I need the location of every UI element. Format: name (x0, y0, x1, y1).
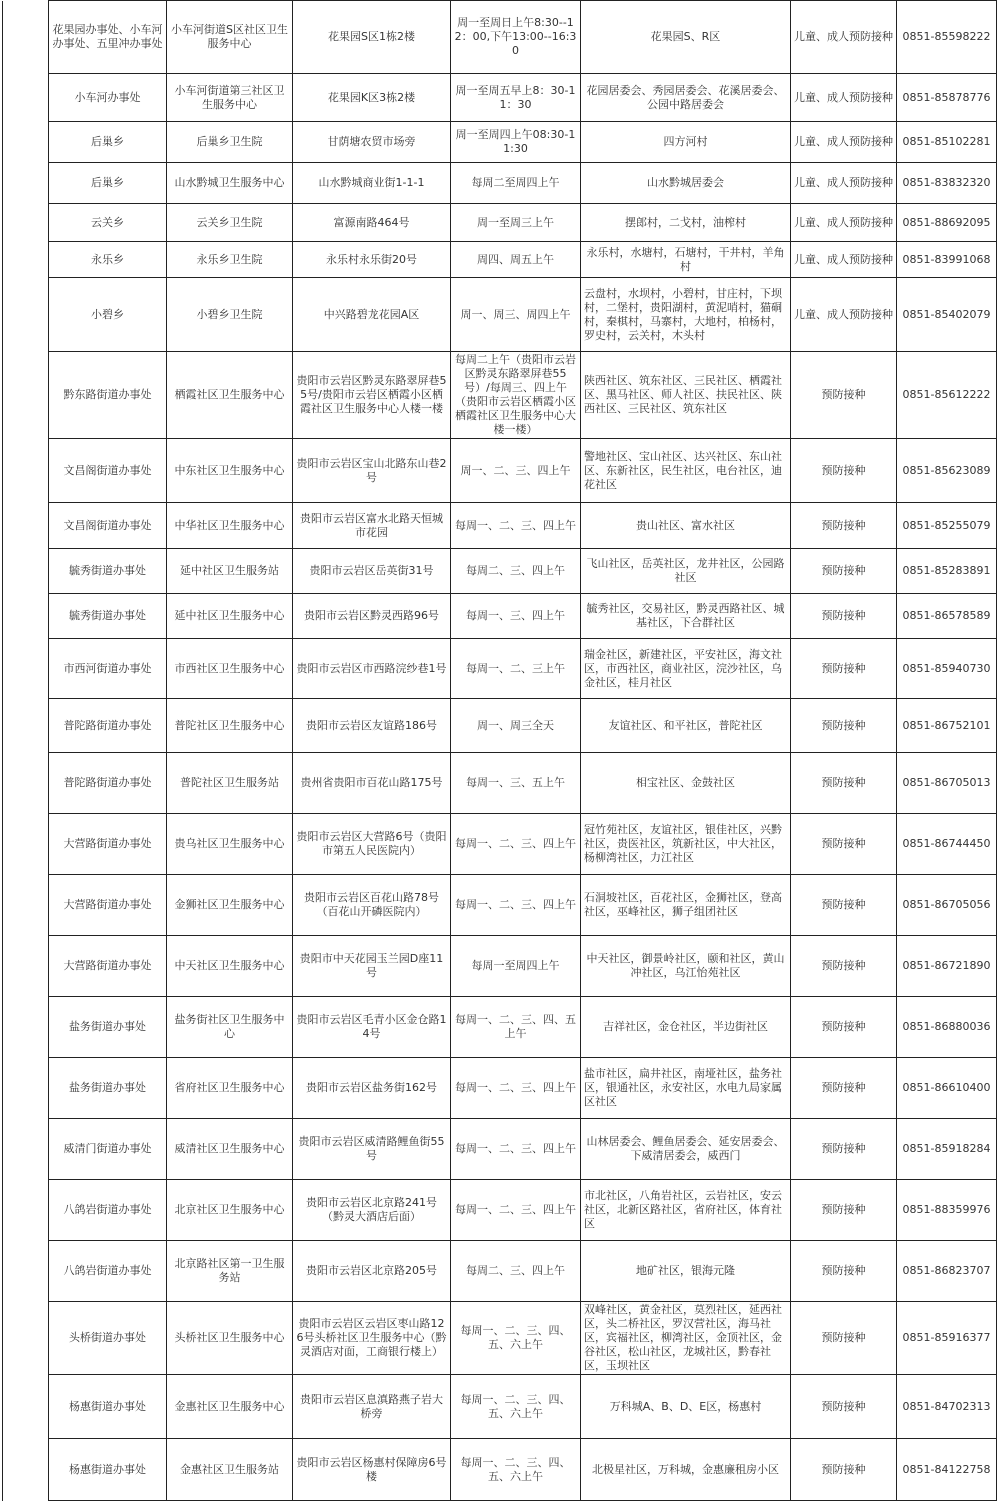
address-cell: 贵阳市云岩区市西路浣纱巷1号 (293, 639, 451, 699)
site-cell: 中天社区卫生服务中心 (167, 936, 293, 997)
site-cell: 山水黔城卫生服务中心 (167, 163, 293, 204)
site-cell: 后巢乡卫生院 (167, 122, 293, 163)
phone-cell: 0851-85102281 (897, 122, 997, 163)
phone-cell: 0851-86744450 (897, 814, 997, 875)
table-row (3, 1302, 997, 1375)
office-cell: 威清门街道办事处 (49, 1119, 167, 1180)
area-cell: 吉祥社区，金仓社区，半边街社区 (581, 997, 791, 1058)
hours-cell: 周一至周四上午08:30-11:30 (451, 122, 581, 163)
address-cell: 贵阳市云岩区富水北路天恒城市花园 (293, 503, 451, 549)
service-cell: 儿童、成人预防接种 (791, 163, 897, 204)
address-cell: 贵阳市云岩区云岩区枣山路126号头桥社区卫生服务中心（黔灵酒店对面，工商银行楼上） (293, 1302, 451, 1375)
address-cell: 贵阳市云岩区黔灵西路96号 (293, 594, 451, 639)
office-cell: 永乐乡 (49, 242, 167, 278)
hours-cell: 周四、周五上午 (451, 242, 581, 278)
service-cell: 预防接种 (791, 1302, 897, 1375)
area-cell: 冠竹苑社区，友谊社区，银佳社区，兴黔社区，贵医社区，筑新社区，中大社区，杨柳湾社区，力江社区 (581, 814, 791, 875)
service-cell: 预防接种 (791, 936, 897, 997)
site-cell: 市西社区卫生服务中心 (167, 639, 293, 699)
office-cell: 云关乡 (49, 204, 167, 242)
phone-cell: 0851-86610400 (897, 1058, 997, 1119)
phone-cell: 0851-84702313 (897, 1375, 997, 1439)
site-cell: 贵乌社区卫生服务中心 (167, 814, 293, 875)
address-cell: 永乐村永乐街20号 (293, 242, 451, 278)
address-cell: 贵阳市云岩区息滇路燕子岩大桥旁 (293, 1375, 451, 1439)
phone-cell: 0851-86578589 (897, 594, 997, 639)
table-row (3, 1241, 997, 1302)
office-cell: 大营路街道办事处 (49, 875, 167, 936)
table-row (3, 503, 997, 549)
hours-cell: 周一、周三、周四上午 (451, 278, 581, 352)
phone-cell: 0851-85402079 (897, 278, 997, 352)
phone-cell: 0851-85283891 (897, 549, 997, 594)
site-cell: 小碧乡卫生院 (167, 278, 293, 352)
area-cell: 云盘村，水坝村，小碧村，甘庄村，下坝村，二堡村，贵阳湖村，黄泥哨村，猫硐村，秦棋村，马寨村，大地村，柏杨村，罗史村，云关村，木头村 (581, 278, 791, 352)
office-cell: 杨惠街道办事处 (49, 1439, 167, 1501)
address-cell: 花果园S区1栋2楼 (293, 1, 451, 74)
area-cell: 花园居委会、秀园居委会、花溪居委会、公园中路居委会 (581, 74, 791, 122)
table-row (3, 997, 997, 1058)
area-cell: 山水黔城居委会 (581, 163, 791, 204)
office-cell: 八鸽岩街道办事处 (49, 1241, 167, 1302)
hours-cell: 周一至周五早上8：30-11：30 (451, 74, 581, 122)
area-cell: 飞山社区，岳英社区，龙井社区，公园路社区 (581, 549, 791, 594)
service-cell: 预防接种 (791, 1241, 897, 1302)
service-cell: 儿童、成人预防接种 (791, 278, 897, 352)
table-row (3, 278, 997, 352)
address-cell: 中兴路碧龙花园A区 (293, 278, 451, 352)
service-cell: 预防接种 (791, 997, 897, 1058)
site-cell: 中华社区卫生服务中心 (167, 503, 293, 549)
address-cell: 贵阳市云岩区北京路205号 (293, 1241, 451, 1302)
site-cell: 中东社区卫生服务中心 (167, 439, 293, 503)
office-cell: 市西河街道办事处 (49, 639, 167, 699)
site-cell: 小车河街道第三社区卫生服务中心 (167, 74, 293, 122)
hours-cell: 每周一、二、三、四上午 (451, 1119, 581, 1180)
hours-cell: 周一、周三全天 (451, 699, 581, 753)
site-cell: 北京社区卫生服务中心 (167, 1180, 293, 1241)
service-cell: 儿童、成人预防接种 (791, 242, 897, 278)
area-cell: 北极星社区，万科城，金惠廉租房小区 (581, 1439, 791, 1501)
hours-cell: 每周一、三、五上午 (451, 753, 581, 814)
office-cell: 花果园办事处、小车河办事处、五里冲办事处 (49, 1, 167, 74)
office-cell: 黔东路街道办事处 (49, 352, 167, 439)
site-cell: 延中社区卫生服务中心 (167, 594, 293, 639)
table-row (3, 594, 997, 639)
site-cell: 北京路社区第一卫生服务站 (167, 1241, 293, 1302)
address-cell: 贵州省贵阳市百花山路175号 (293, 753, 451, 814)
phone-cell: 0851-83832320 (897, 163, 997, 204)
phone-cell: 0851-86823707 (897, 1241, 997, 1302)
service-cell: 预防接种 (791, 1119, 897, 1180)
phone-cell: 0851-85598222 (897, 1, 997, 74)
area-cell: 四方河村 (581, 122, 791, 163)
address-cell: 贵阳市云岩区友谊路186号 (293, 699, 451, 753)
area-cell: 万科城A、B、D、E区，杨惠村 (581, 1375, 791, 1439)
service-cell: 预防接种 (791, 814, 897, 875)
hours-cell: 每周一、二、三、四、五、六上午 (451, 1302, 581, 1375)
service-cell: 儿童、成人预防接种 (791, 122, 897, 163)
area-cell: 双峰社区，黄金社区，莫烈社区，延西社区，头二桥社区，罗汉营社区，海马社区，宾福社区，柳湾社区，金顶社区，金谷社区，松山社区，龙城社区，黔春社区，玉坝社区 (581, 1302, 791, 1375)
address-cell: 贵阳市云岩区百花山路78号（百花山开磷医院内） (293, 875, 451, 936)
phone-cell: 0851-88359976 (897, 1180, 997, 1241)
phone-cell: 0851-85623089 (897, 439, 997, 503)
table-row (3, 639, 997, 699)
area-cell: 花果园S、R区 (581, 1, 791, 74)
table-row (3, 1, 997, 74)
office-cell: 文昌阁街道办事处 (49, 439, 167, 503)
hours-cell: 周一至周日上午8:30--12：00,下午13:00--16:30 (451, 1, 581, 74)
service-cell: 预防接种 (791, 352, 897, 439)
phone-cell: 0851-85940730 (897, 639, 997, 699)
vaccination-sites-table (2, 0, 997, 1501)
table-row (3, 814, 997, 875)
address-cell: 贵阳市云岩区北京路241号（黔灵大酒店后面） (293, 1180, 451, 1241)
site-cell: 威清社区卫生服务中心 (167, 1119, 293, 1180)
phone-cell: 0851-85918284 (897, 1119, 997, 1180)
service-cell: 预防接种 (791, 1375, 897, 1439)
site-cell: 永乐乡卫生院 (167, 242, 293, 278)
table-row (3, 753, 997, 814)
site-cell: 普陀社区卫生服务中心 (167, 699, 293, 753)
hours-cell: 每周二至周四上午 (451, 163, 581, 204)
area-cell: 摆郎村，二戈村，油榨村 (581, 204, 791, 242)
hours-cell: 每周一、二、三、四上午 (451, 875, 581, 936)
table-row (3, 1180, 997, 1241)
site-cell: 金狮社区卫生服务中心 (167, 875, 293, 936)
site-cell: 云关乡卫生院 (167, 204, 293, 242)
table-row (3, 242, 997, 278)
service-cell: 预防接种 (791, 1058, 897, 1119)
phone-cell: 0851-85255079 (897, 503, 997, 549)
phone-cell: 0851-84122758 (897, 1439, 997, 1501)
hours-cell: 周一、二、三、四上午 (451, 439, 581, 503)
area-cell: 友谊社区、和平社区，普陀社区 (581, 699, 791, 753)
table-row (3, 549, 997, 594)
office-cell: 盐务街道办事处 (49, 1058, 167, 1119)
hours-cell: 每周一、二、三、四、五、六上午 (451, 1375, 581, 1439)
service-cell: 预防接种 (791, 1439, 897, 1501)
phone-cell: 0851-86721890 (897, 936, 997, 997)
area-cell: 毓秀社区，交易社区，黔灵西路社区、城基社区，下合群社区 (581, 594, 791, 639)
address-cell: 富源南路464号 (293, 204, 451, 242)
table-row (3, 163, 997, 204)
address-cell: 贵阳市云岩区大营路6号（贵阳市第五人民医院内） (293, 814, 451, 875)
table-row (3, 1119, 997, 1180)
address-cell: 贵阳市云岩区岳英街31号 (293, 549, 451, 594)
table-row (3, 875, 997, 936)
area-cell: 盐市社区，扁井社区，南垭社区，盐务社区，银通社区，永安社区，水电九局家属区社区 (581, 1058, 791, 1119)
service-cell: 儿童、成人预防接种 (791, 204, 897, 242)
service-cell: 儿童、成人预防接种 (791, 74, 897, 122)
office-cell: 大营路街道办事处 (49, 814, 167, 875)
table-row (3, 699, 997, 753)
service-cell: 预防接种 (791, 594, 897, 639)
office-cell: 杨惠街道办事处 (49, 1375, 167, 1439)
hours-cell: 每周二、三、四上午 (451, 549, 581, 594)
area-cell: 陕西社区、筑东社区、三民社区、栖霞社区、黑马社区、师人社区、扶民社区、陕西社区、三民社区、筑东社区 (581, 352, 791, 439)
phone-cell: 0851-86705013 (897, 753, 997, 814)
service-cell: 预防接种 (791, 503, 897, 549)
hours-cell: 每周一、二、三、四上午 (451, 814, 581, 875)
table-row (3, 1058, 997, 1119)
table-row (3, 74, 997, 122)
area-cell: 中天社区，御景岭社区，颐和社区，黄山冲社区，乌江怡苑社区 (581, 936, 791, 997)
site-cell: 头桥社区卫生服务中心 (167, 1302, 293, 1375)
office-cell: 毓秀街道办事处 (49, 549, 167, 594)
site-cell: 延中社区卫生服务站 (167, 549, 293, 594)
address-cell: 贵阳市中天花园玉兰园D座11号 (293, 936, 451, 997)
hours-cell: 每周一、二、三、四上午 (451, 1180, 581, 1241)
address-cell: 贵阳市云岩区毛青小区金仓路14号 (293, 997, 451, 1058)
site-cell: 金惠社区卫生服务中心 (167, 1375, 293, 1439)
hours-cell: 每周一、二、三、四上午 (451, 503, 581, 549)
table-row (3, 1375, 997, 1439)
table-row (3, 439, 997, 503)
site-cell: 盐务街社区卫生服务中心 (167, 997, 293, 1058)
office-cell: 普陀路街道办事处 (49, 699, 167, 753)
phone-cell: 0851-85878776 (897, 74, 997, 122)
site-cell: 栖霞社区卫生服务中心 (167, 352, 293, 439)
hours-cell: 每周一、二、三、四、五上午 (451, 997, 581, 1058)
office-cell: 盐务街道办事处 (49, 997, 167, 1058)
hours-cell: 每周一至周四上午 (451, 936, 581, 997)
area-cell: 市北社区，八角岩社区，云岩社区，安云社区，北新区路社区，省府社区，体育社区 (581, 1180, 791, 1241)
office-cell: 小碧乡 (49, 278, 167, 352)
site-cell: 金惠社区卫生服务站 (167, 1439, 293, 1501)
district-cell (3, 1, 49, 352)
hours-cell: 每周一、二、三上午 (451, 639, 581, 699)
service-cell: 预防接种 (791, 875, 897, 936)
phone-cell: 0851-88692095 (897, 204, 997, 242)
office-cell: 毓秀街道办事处 (49, 594, 167, 639)
office-cell: 头桥街道办事处 (49, 1302, 167, 1375)
phone-cell: 0851-86752101 (897, 699, 997, 753)
service-cell: 儿童、成人预防接种 (791, 1, 897, 74)
office-cell: 八鸽岩街道办事处 (49, 1180, 167, 1241)
address-cell: 花果园K区3栋2楼 (293, 74, 451, 122)
phone-cell: 0851-86880036 (897, 997, 997, 1058)
table-row (3, 1439, 997, 1501)
address-cell: 贵阳市云岩区宝山北路东山巷2号 (293, 439, 451, 503)
service-cell: 预防接种 (791, 639, 897, 699)
site-cell: 小车河街道S区社区卫生服务中心 (167, 1, 293, 74)
office-cell: 普陀路街道办事处 (49, 753, 167, 814)
hours-cell: 每周二、三、四上午 (451, 1241, 581, 1302)
address-cell: 贵阳市云岩区盐务街162号 (293, 1058, 451, 1119)
office-cell: 小车河办事处 (49, 74, 167, 122)
area-cell: 石洞坡社区，百花社区，金狮社区，登高社区，巫峰社区，狮子组团社区 (581, 875, 791, 936)
site-cell: 普陀社区卫生服务站 (167, 753, 293, 814)
area-cell: 地矿社区，银海元隆 (581, 1241, 791, 1302)
hours-cell: 每周一、二、三、四上午 (451, 1058, 581, 1119)
phone-cell: 0851-83991068 (897, 242, 997, 278)
hours-cell: 周一至周三上午 (451, 204, 581, 242)
area-cell: 相宝社区、金鼓社区 (581, 753, 791, 814)
address-cell: 贵阳市云岩区杨惠村保障房6号楼 (293, 1439, 451, 1501)
area-cell: 警地社区、宝山社区、达兴社区、东山社区、东新社区，民生社区，电台社区，迪花社区 (581, 439, 791, 503)
table-row (3, 352, 997, 439)
service-cell: 预防接种 (791, 753, 897, 814)
phone-cell: 0851-85916377 (897, 1302, 997, 1375)
service-cell: 预防接种 (791, 1180, 897, 1241)
hours-cell: 每周二上午（贵阳市云岩区黔灵东路翠屏巷55号）/每周三、四上午（贵阳市云岩区栖霞小区栖霞社区卫生服务中心大楼一楼） (451, 352, 581, 439)
area-cell: 山林居委会、鲤鱼居委会、延安居委会、下威清居委会，威西门 (581, 1119, 791, 1180)
address-cell: 贵阳市云岩区黔灵东路翠屏巷55号/贵阳市云岩区栖霞小区栖霞社区卫生服务中心人楼一楼 (293, 352, 451, 439)
service-cell: 预防接种 (791, 699, 897, 753)
table-row (3, 936, 997, 997)
office-cell: 后巢乡 (49, 163, 167, 204)
office-cell: 文昌阁街道办事处 (49, 503, 167, 549)
hours-cell: 每周一、三、四上午 (451, 594, 581, 639)
address-cell: 贵阳市云岩区威清路鲤鱼街55号 (293, 1119, 451, 1180)
phone-cell: 0851-85612222 (897, 352, 997, 439)
office-cell: 大营路街道办事处 (49, 936, 167, 997)
area-cell: 瑞金社区，新建社区，平安社区，海文社区，市西社区，商业社区，浣沙社区，乌金社区，桂月社区 (581, 639, 791, 699)
site-cell: 省府社区卫生服务中心 (167, 1058, 293, 1119)
area-cell: 贵山社区、富水社区 (581, 503, 791, 549)
service-cell: 预防接种 (791, 439, 897, 503)
address-cell: 甘荫塘农贸市场旁 (293, 122, 451, 163)
table-row (3, 204, 997, 242)
district-cell (3, 352, 49, 1501)
phone-cell: 0851-86705056 (897, 875, 997, 936)
office-cell: 后巢乡 (49, 122, 167, 163)
service-cell: 预防接种 (791, 549, 897, 594)
address-cell: 山水黔城商业街1-1-1 (293, 163, 451, 204)
table-row (3, 122, 997, 163)
hours-cell: 每周一、二、三、四、五、六上午 (451, 1439, 581, 1501)
area-cell: 永乐村，水塘村，石塘村，干井村，羊角村 (581, 242, 791, 278)
